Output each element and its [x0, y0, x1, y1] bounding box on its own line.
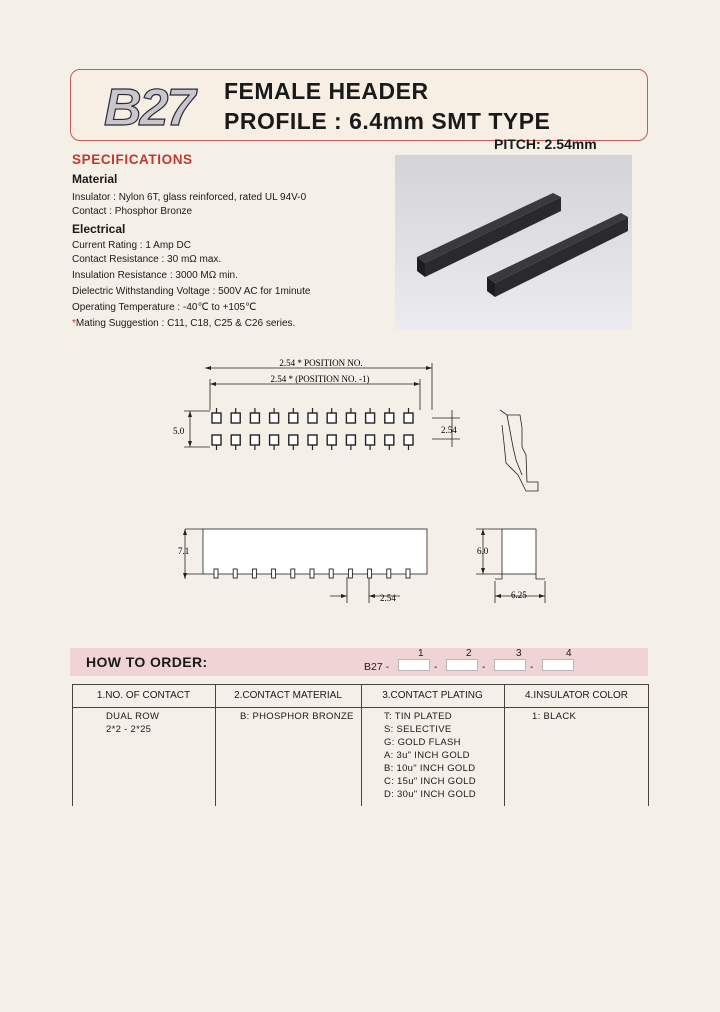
product-logo: B27 — [104, 79, 194, 137]
header-contact-material: 2.CONTACT MATERIAL — [234, 690, 342, 701]
pin — [272, 569, 276, 578]
pad — [404, 435, 413, 445]
col4-cell: 1: BLACK — [532, 711, 577, 722]
header-contact-plating: 3.CONTACT PLATING — [382, 690, 483, 701]
pad — [327, 413, 336, 423]
dim-side-height: 6.0 — [477, 546, 489, 556]
pad — [346, 435, 355, 445]
col3-cell: G: GOLD FLASH — [384, 737, 461, 748]
table-divider — [361, 684, 362, 806]
order-slot-1 — [398, 659, 430, 671]
order-slot-2 — [446, 659, 478, 671]
col3-cell: B: 10u" INCH GOLD — [384, 763, 476, 774]
order-code-prefix: B27 - — [364, 661, 390, 673]
spec-mating — [72, 317, 295, 331]
order-slot-3 — [494, 659, 526, 671]
pad — [212, 435, 221, 445]
table-divider — [215, 684, 216, 806]
pad — [250, 435, 259, 445]
pin — [348, 569, 352, 578]
col1-cell: 2*2 - 2*25 — [106, 724, 152, 735]
pin — [406, 569, 410, 578]
order-dash-3: - — [530, 661, 534, 673]
order-slot-4 — [542, 659, 574, 671]
pad — [308, 435, 317, 445]
col1-cell: DUAL ROW — [106, 711, 160, 722]
order-table — [72, 684, 649, 806]
order-dash-2: - — [482, 661, 486, 673]
header-insulator-color: 4.INSULATOR COLOR — [525, 690, 628, 701]
pin — [387, 569, 391, 578]
table-divider — [72, 684, 73, 806]
pad — [346, 413, 355, 423]
pitch-label: PITCH: 2.54mm — [494, 136, 597, 152]
dim-side-width: 6.25 — [511, 590, 527, 600]
col3-cell: A: 3u" INCH GOLD — [384, 750, 470, 761]
pad — [231, 435, 240, 445]
pad — [270, 413, 279, 423]
pad — [212, 413, 221, 423]
spec-contact-resistance: Contact Resistance : 30 mΩ max. — [72, 254, 222, 265]
table-divider — [648, 684, 649, 806]
dim-height: 7.1 — [178, 546, 190, 556]
dim-position: 2.54 * POSITION NO. — [279, 358, 363, 368]
product-photo — [395, 155, 632, 330]
order-dash-1: - — [434, 661, 438, 673]
pin — [329, 569, 333, 578]
pin — [368, 569, 372, 578]
spec-operating-temperature: Operating Temperature : -40℃ to +105℃ — [72, 302, 257, 313]
mating-star: * — [72, 318, 76, 329]
table-divider — [504, 684, 505, 806]
col3-cell: T: TIN PLATED — [384, 711, 452, 722]
pin — [233, 569, 237, 578]
connector-photo-illustration — [395, 155, 632, 330]
order-slot-number-1: 1 — [418, 648, 424, 659]
pin — [310, 569, 314, 578]
pin — [252, 569, 256, 578]
specifications-heading: SPECIFICATIONS — [72, 152, 193, 167]
pad — [404, 413, 413, 423]
header-no-of-contact: 1.NO. OF CONTACT — [96, 690, 191, 701]
order-slot-number-2: 2 — [466, 648, 472, 659]
pad — [289, 435, 298, 445]
pad — [385, 413, 394, 423]
col2-cell: B: PHOSPHOR BRONZE — [240, 711, 354, 722]
pin — [214, 569, 218, 578]
pad — [250, 413, 259, 423]
pad — [327, 435, 336, 445]
dim-row-spacing: 5.0 — [173, 426, 185, 436]
technical-drawing — [170, 355, 560, 610]
material-heading: Material — [72, 172, 118, 186]
col3-cell: S: SELECTIVE — [384, 724, 452, 735]
pad — [308, 413, 317, 423]
pad — [366, 413, 375, 423]
electrical-heading: Electrical — [72, 222, 126, 236]
dim-pitch-bottom: 2.54 — [380, 593, 396, 603]
pad — [231, 413, 240, 423]
col3-cell: C: 15u" INCH GOLD — [384, 776, 476, 787]
pad — [270, 435, 279, 445]
top-view-pads — [212, 408, 413, 450]
dim-position-minus: 2.54 * (POSITION NO. -1) — [270, 374, 370, 384]
spec-insulator: Insulator : Nylon 6T, glass reinforced, rated UL 94V-0 — [72, 192, 307, 203]
spec-contact: Contact : Phosphor Bronze — [72, 206, 193, 217]
product-profile: PROFILE : 6.4mm SMT TYPE — [224, 108, 551, 134]
order-slot-number-3: 3 — [516, 648, 522, 659]
pad — [385, 435, 394, 445]
spec-mating-text: Mating Suggestion : C11, C18, C25 & C26 series. — [75, 318, 296, 329]
pad — [289, 413, 298, 423]
spec-insulation-resistance: Insulation Resistance : 3000 MΩ min. — [72, 270, 238, 281]
dimension-drawing — [170, 355, 560, 610]
pin — [291, 569, 295, 578]
pad — [366, 435, 375, 445]
order-slot-number-4: 4 — [566, 648, 572, 659]
spec-current-rating: Current Rating : 1 Amp DC — [72, 240, 191, 251]
product-title: FEMALE HEADER — [224, 78, 429, 104]
dim-pitch-side: 2.54 — [441, 425, 457, 435]
how-to-order-title: HOW TO ORDER: — [86, 654, 208, 670]
spec-dielectric: Dielectric Withstanding Voltage : 500V AC for 1minute — [72, 286, 311, 297]
col3-cell: D: 30u" INCH GOLD — [384, 789, 476, 800]
